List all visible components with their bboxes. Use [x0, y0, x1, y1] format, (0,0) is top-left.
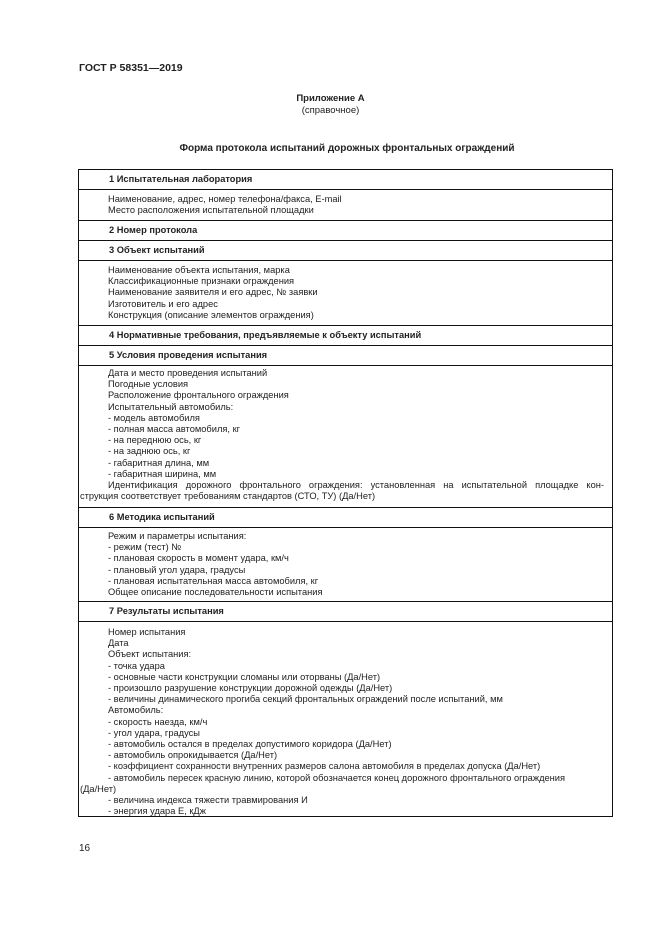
section-7-line: - точка удара: [108, 660, 165, 671]
section-7-line: Автомобиль:: [108, 705, 164, 716]
section-5-line: - габаритная ширина, мм: [108, 468, 217, 479]
section-1-header: 1 Испытательная лаборатория: [79, 170, 612, 190]
section-2-header: 2 Номер протокола: [79, 221, 612, 241]
section-7-line: - основные части конструкции сломаны или оторваны (Да/Нет): [108, 671, 381, 682]
section-7-line: - автомобиль опрокидывается (Да/Нет): [108, 750, 278, 761]
appendix-subtitle: (справочное): [301, 105, 360, 116]
section-7-line: (Да/Нет): [80, 783, 117, 794]
section-6-line: - плановая испытательная масса автомобиля, кг: [108, 575, 319, 586]
section-7-line: - величина индекса тяжести травмирования И: [108, 795, 308, 806]
section-3-header: 3 Объект испытаний: [79, 241, 612, 261]
section-5-line: - модель автомобиля: [108, 412, 200, 423]
section-7-line: Номер испытания: [108, 627, 186, 637]
section-5-line: - на заднюю ось, кг: [108, 446, 191, 457]
section-3-line: Классификационные признаки ограждения: [108, 276, 295, 287]
section-5-line: Испытательный автомобиль:: [108, 401, 234, 412]
section-5-line: Расположение фронтального ограждения: [108, 390, 289, 401]
section-5-line: Идентификация дорожного фронтального ограждения: установленная на испытательной площадке кон-: [108, 480, 604, 491]
section-5-line: - габаритная длина, мм: [108, 457, 210, 468]
section-1-line: Наименование, адрес, номер телефона/факса, E-mail: [108, 194, 342, 204]
section-7-line: Объект испытания:: [108, 649, 192, 660]
section-5-line: струкция соответствует требованиям стандартов (СТО, ТУ) (Да/Нет): [80, 491, 376, 502]
section-3-line: Конструкция (описание элементов ограждения): [108, 309, 314, 320]
section-1-body: [79, 194, 612, 220]
section-7-line: - автомобиль остался в пределах допустимого коридора (Да/Нет): [108, 739, 392, 750]
section-3-line: Наименование объекта испытания, марка: [108, 265, 290, 275]
form-title: Форма протокола испытаний дорожных фронтальных ограждений: [179, 143, 515, 154]
section-6-line: - плановая скорость в момент удара, км/ч: [108, 553, 289, 564]
section-3-body: [79, 265, 612, 325]
section-7-header: 7 Результаты испытания: [79, 602, 612, 622]
section-7-line: Дата: [108, 638, 129, 649]
section-7-line: - угол удара, градусы: [108, 727, 200, 738]
section-7-line: - величины динамического прогиба секций фронтальных ограждений после испытаний, мм: [108, 694, 503, 705]
section-7-line: - произошло разрушение конструкции дорожной одежды (Да/Нет): [108, 683, 393, 694]
section-6-line: - режим (тест) №: [108, 542, 182, 553]
page-number: 16: [79, 843, 91, 854]
section-1-line: Место расположения испытательной площадки: [108, 205, 314, 216]
section-6-header: 6 Методика испытаний: [79, 508, 612, 528]
section-7-line: - энергия удара Е, кДж: [108, 806, 206, 817]
section-7-line: - скорость наезда, км/ч: [108, 716, 208, 727]
section-5-line: - на переднюю ось, кг: [108, 435, 202, 446]
section-4-header: 4 Нормативные требования, предъявляемые к объекту испытаний: [79, 326, 612, 346]
appendix-title: Приложение А: [296, 93, 365, 104]
section-7-body: [79, 627, 612, 817]
section-5-line: Погодные условия: [108, 379, 189, 390]
section-3-line: Изготовитель и его адрес: [108, 298, 218, 309]
section-7-line: - коэффициент сохранности внутренних размеров салона автомобиля в пределах допуска (Да/Нет): [108, 761, 541, 772]
section-7-line: - автомобиль пересек красную линию, которой обозначается конец дорожного фронтального ограждения: [108, 772, 566, 783]
section-5-line: Дата и место проведения испытаний: [108, 368, 268, 378]
section-6-line: Общее описание последовательности испытания: [108, 587, 323, 598]
section-6-line: Режим и параметры испытания:: [108, 531, 247, 541]
section-6-line: - плановый угол удара, градусы: [108, 564, 246, 575]
section-6-body: [79, 531, 612, 601]
standard-number: ГОСТ Р 58351—2019: [79, 62, 183, 74]
section-5-line: - полная масса автомобиля, кг: [108, 424, 241, 435]
section-3-line: Наименование заявителя и его адрес, № заявки: [108, 287, 318, 298]
section-5-header: 5 Условия проведения испытания: [79, 346, 612, 366]
section-5-body: [79, 368, 612, 506]
protocol-form-table: [78, 169, 613, 817]
